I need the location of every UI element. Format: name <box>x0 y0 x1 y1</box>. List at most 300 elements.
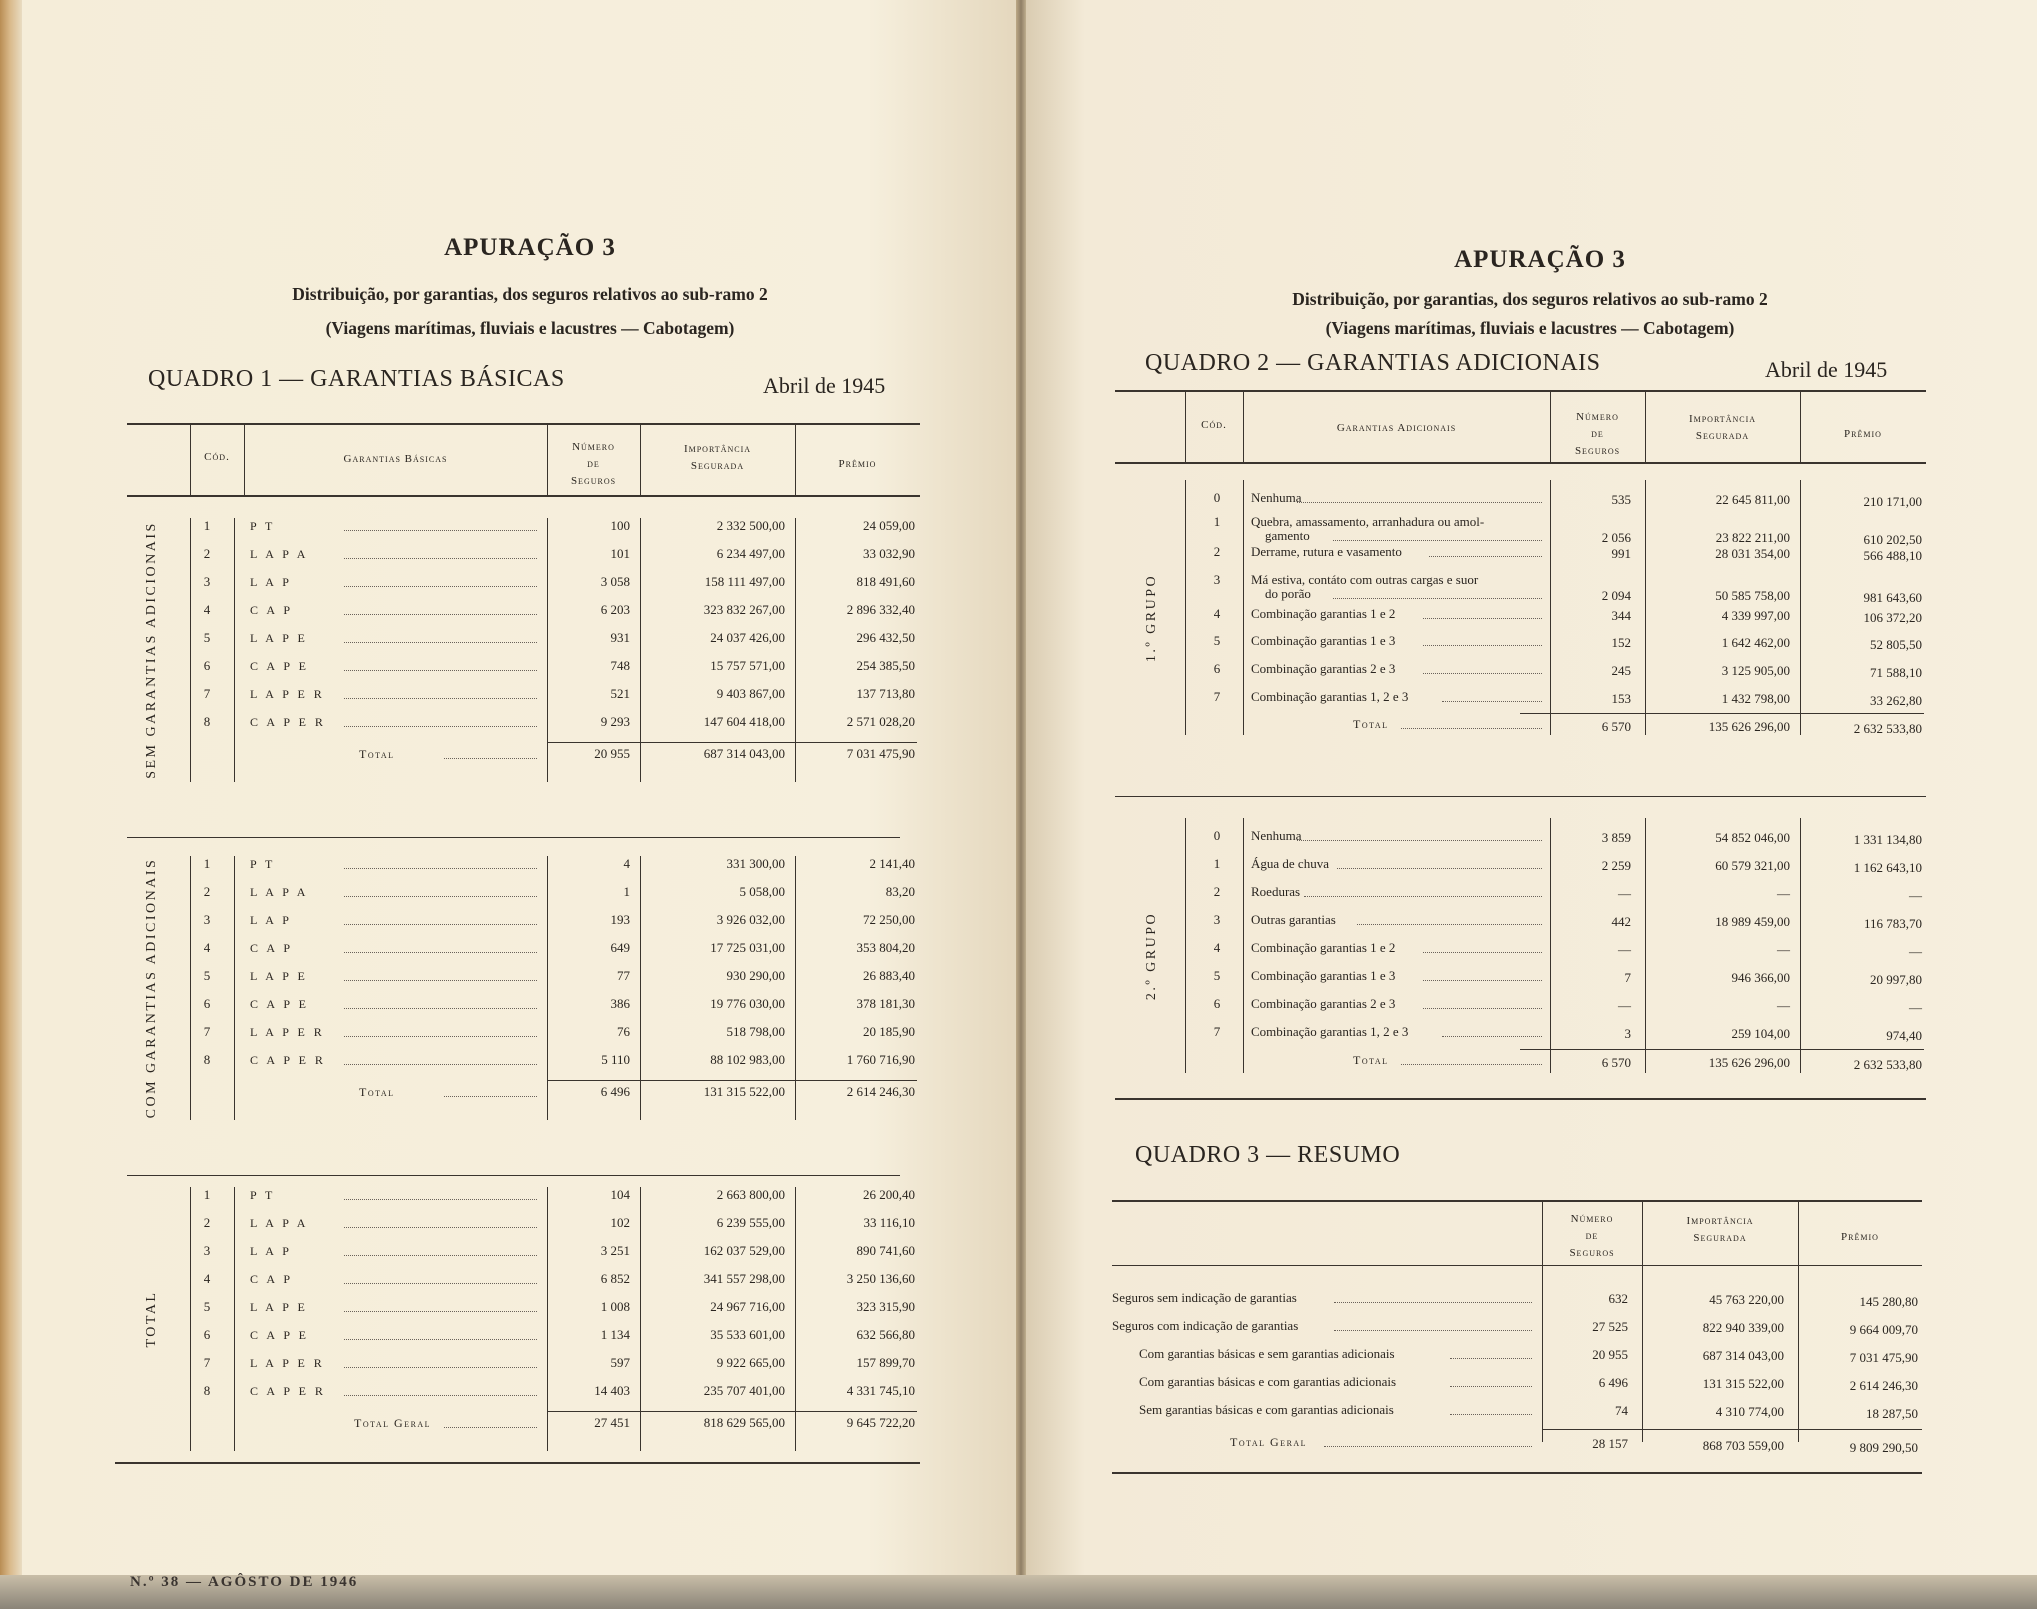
row-numero: 14 403 <box>594 1383 630 1398</box>
row-label: L A P E <box>250 1300 308 1314</box>
row-label: Água de chuva <box>1251 856 1329 871</box>
row-premio: 72 250,00 <box>863 912 915 927</box>
rule-line <box>115 1462 920 1464</box>
row-label: Combinação garantias 1 e 3 <box>1251 633 1396 648</box>
row-numero: 6 852 <box>600 1271 630 1286</box>
leader-dots <box>1324 1446 1532 1447</box>
right-subtitle-1: Distribuição, por garantias, dos seguros relativos ao sub-ramo 2 <box>1292 289 1768 309</box>
row-numero: 100 <box>610 518 630 533</box>
row-importancia: 259 104,00 <box>1731 1026 1790 1041</box>
row-label: L A P A <box>250 547 309 561</box>
row-premio: 632 566,80 <box>856 1327 915 1342</box>
leader-dots <box>344 1283 537 1284</box>
row-importancia: 4 339 997,00 <box>1721 608 1790 623</box>
row-importancia: — <box>1777 886 1790 901</box>
row-cod: 2 <box>203 884 211 899</box>
row-cod: 6 <box>1213 996 1221 1011</box>
resumo-numero: 6 496 <box>1598 1375 1628 1390</box>
header-cod: Cód. <box>204 451 230 463</box>
row-numero: 597 <box>610 1355 630 1370</box>
row-label: C A P E R <box>250 1384 326 1398</box>
row-cod: 1 <box>1213 514 1221 529</box>
leader-dots <box>344 1064 537 1065</box>
row-premio: 83,20 <box>885 884 915 899</box>
column-rule <box>1185 818 1186 1073</box>
total-numero: 27 451 <box>594 1415 630 1430</box>
row-importancia: 2 663 800,00 <box>716 1187 785 1202</box>
row-cod: 2 <box>203 546 211 561</box>
row-numero: 3 251 <box>600 1243 630 1258</box>
leader-dots <box>1450 1386 1532 1387</box>
leader-dots <box>344 1199 537 1200</box>
row-premio: 1 331 134,80 <box>1853 832 1922 847</box>
row-cod: 1 <box>203 1187 211 1202</box>
row-numero: — <box>1618 998 1631 1013</box>
total-label: Total Geral <box>354 1416 432 1430</box>
row-cod: 3 <box>203 574 211 589</box>
leader-dots <box>1334 1330 1532 1331</box>
total-numero: 6 570 <box>1601 1055 1631 1070</box>
resumo-numero: 632 <box>1608 1291 1628 1306</box>
row-numero: 1 134 <box>600 1327 630 1342</box>
leader-dots <box>444 1096 537 1097</box>
leader-dots <box>1442 1036 1542 1037</box>
row-numero: 3 058 <box>600 574 630 589</box>
row-label: Outras garantias <box>1251 912 1336 927</box>
leader-dots <box>344 896 537 897</box>
left-title: APURAÇÃO 3 <box>444 234 616 261</box>
row-numero: 7 <box>1624 970 1631 985</box>
column-rule <box>190 518 191 782</box>
row-cod: 3 <box>203 1243 211 1258</box>
column-rule <box>1243 480 1244 735</box>
row-importancia: 22 645 811,00 <box>1715 492 1790 507</box>
row-premio: 26 883,40 <box>863 968 915 983</box>
row-cod: 6 <box>203 1327 211 1342</box>
rule-line <box>547 742 917 743</box>
header-numero: de <box>1591 428 1604 440</box>
row-label: C A P E R <box>250 715 326 729</box>
row-label: C A P E R <box>250 1053 326 1067</box>
rule-line <box>1112 1200 1922 1202</box>
row-premio: — <box>1909 944 1922 959</box>
leader-dots <box>344 726 537 727</box>
leader-dots <box>1423 673 1542 674</box>
row-importancia: 9 922 665,00 <box>716 1355 785 1370</box>
column-rule <box>234 1187 235 1451</box>
total-label: Total <box>1353 717 1389 731</box>
leader-dots <box>1442 701 1542 702</box>
row-label: L A P E R <box>250 687 325 701</box>
row-importancia: 946 366,00 <box>1731 970 1790 985</box>
resumo-premio: 145 280,80 <box>1859 1294 1918 1309</box>
rule-line <box>127 837 900 838</box>
row-premio: — <box>1909 888 1922 903</box>
leader-dots <box>1450 1414 1532 1415</box>
rule-line <box>127 495 920 497</box>
row-premio: 106 372,20 <box>1863 610 1922 625</box>
row-importancia: 6 239 555,00 <box>716 1215 785 1230</box>
row-label: P T <box>250 519 276 533</box>
row-label: Combinação garantias 2 e 3 <box>1251 661 1396 676</box>
row-premio: 26 200,40 <box>863 1187 915 1202</box>
resumo-premio: 2 614 246,30 <box>1849 1378 1918 1393</box>
row-label: Combinação garantias 1 e 2 <box>1251 606 1396 621</box>
header-premio: Prêmio <box>838 458 877 470</box>
row-numero: 1 <box>623 884 630 899</box>
quadro-2-title: QUADRO 2 — GARANTIAS ADICIONAIS <box>1145 350 1601 376</box>
group-label: TOTAL <box>144 1290 159 1348</box>
row-premio: 1 162 643,10 <box>1853 860 1922 875</box>
resumo-header-importancia: Importância <box>1686 1215 1754 1227</box>
leader-dots <box>344 530 537 531</box>
row-numero: 442 <box>1611 914 1631 929</box>
leader-dots <box>1450 1358 1532 1359</box>
header-garantias: Garantias Básicas <box>343 453 448 465</box>
row-label: C A P <box>250 941 294 955</box>
row-label: L A P <box>250 913 292 927</box>
row-cod: 4 <box>1213 940 1221 955</box>
column-rule <box>190 1187 191 1451</box>
leader-dots <box>344 698 537 699</box>
row-label: L A P <box>250 575 292 589</box>
rule-line <box>1520 1049 1924 1050</box>
row-label: L A P E R <box>250 1356 325 1370</box>
row-label: L A P E <box>250 969 308 983</box>
total-premio: 9 645 722,20 <box>846 1415 915 1430</box>
row-cod: 7 <box>1213 689 1221 704</box>
leader-dots <box>344 1395 537 1396</box>
row-importancia: 18 989 459,00 <box>1715 914 1790 929</box>
row-premio: 353 804,20 <box>856 940 915 955</box>
row-premio: 974,40 <box>1886 1028 1922 1043</box>
resumo-importancia: 822 940 339,00 <box>1702 1320 1784 1335</box>
header-numero: Seguros <box>1574 445 1621 457</box>
header-cod: Cód. <box>1201 419 1227 431</box>
rule-line <box>1115 462 1926 464</box>
row-label: P T <box>250 1188 276 1202</box>
row-cod: 4 <box>203 602 211 617</box>
row-premio: 378 181,30 <box>856 996 915 1011</box>
leader-dots <box>344 868 537 869</box>
row-cod: 4 <box>203 1271 211 1286</box>
row-label: Nenhuma <box>1251 490 1302 505</box>
total-premio: 2 632 533,80 <box>1853 1057 1922 1072</box>
leader-dots <box>344 586 537 587</box>
row-premio: 296 432,50 <box>856 630 915 645</box>
row-premio: 157 899,70 <box>856 1355 915 1370</box>
row-premio: 52 805,50 <box>1870 637 1922 652</box>
leader-dots <box>344 1311 537 1312</box>
row-cod: 2 <box>203 1215 211 1230</box>
row-importancia: — <box>1777 998 1790 1013</box>
leader-dots <box>444 758 537 759</box>
resumo-label: Sem garantias básicas e com garantias adicionais <box>1139 1402 1394 1417</box>
row-label: C A P <box>250 1272 294 1286</box>
row-numero: 2 259 <box>1601 858 1631 873</box>
total-importancia: 135 626 296,00 <box>1708 1055 1790 1070</box>
row-importancia: 518 798,00 <box>726 1024 785 1039</box>
total-importancia: 687 314 043,00 <box>703 746 785 761</box>
resumo-numero: 20 955 <box>1592 1347 1628 1362</box>
row-label: Combinação garantias 1, 2 e 3 <box>1251 689 1409 704</box>
leader-dots <box>344 1367 537 1368</box>
leader-dots <box>1423 952 1542 953</box>
row-premio: 210 171,00 <box>1863 494 1922 509</box>
row-numero: 77 <box>617 968 630 983</box>
row-numero: 6 203 <box>600 602 630 617</box>
resumo-numero: 74 <box>1615 1403 1628 1418</box>
left-subtitle-1: Distribuição, por garantias, dos seguros relativos ao sub-ramo 2 <box>292 284 768 304</box>
leader-dots <box>1297 502 1542 503</box>
row-cod: 2 <box>1213 544 1221 559</box>
row-importancia: 60 579 321,00 <box>1715 858 1790 873</box>
rule-line <box>1115 796 1926 797</box>
row-premio: 33 262,80 <box>1870 693 1922 708</box>
row-numero: — <box>1618 942 1631 957</box>
row-importancia: — <box>1777 942 1790 957</box>
row-importancia: 331 300,00 <box>726 856 785 871</box>
header-importancia: Importância <box>683 443 752 455</box>
leader-dots <box>1357 924 1542 925</box>
leader-dots <box>1333 598 1542 599</box>
row-numero: 152 <box>1611 635 1631 650</box>
leader-dots <box>344 614 537 615</box>
row-premio: 610 202,50 <box>1863 532 1922 547</box>
row-importancia: 9 403 867,00 <box>716 686 785 701</box>
row-importancia: 35 533 601,00 <box>710 1327 785 1342</box>
leader-dots <box>1423 618 1542 619</box>
row-label: L A P A <box>250 885 309 899</box>
leader-dots <box>344 642 537 643</box>
rule-line <box>547 1411 917 1412</box>
row-label: L A P <box>250 1244 292 1258</box>
column-rule <box>190 856 191 1120</box>
row-importancia: 3 125 905,00 <box>1721 663 1790 678</box>
total-numero: 6 496 <box>600 1084 630 1099</box>
row-importancia: 24 037 426,00 <box>710 630 785 645</box>
row-premio: 323 315,90 <box>856 1299 915 1314</box>
leader-dots <box>1334 1302 1532 1303</box>
resumo-total-label: Total Geral <box>1230 1435 1308 1449</box>
row-numero: 2 094 <box>1601 588 1631 603</box>
row-cod: 6 <box>203 658 211 673</box>
row-label: Combinação garantias 2 e 3 <box>1251 996 1396 1011</box>
row-importancia: 147 604 418,00 <box>703 714 785 729</box>
total-importancia: 135 626 296,00 <box>1708 719 1790 734</box>
row-numero: 193 <box>610 912 630 927</box>
row-cod: 7 <box>1213 1024 1221 1039</box>
column-rule <box>1185 480 1186 735</box>
page-footer: N.º 38 — AGÔSTO DE 1946 <box>130 1574 359 1590</box>
total-premio: 2 632 533,80 <box>1853 721 1922 736</box>
resumo-premio: 18 287,50 <box>1866 1406 1918 1421</box>
row-numero: 102 <box>610 1215 630 1230</box>
total-label: Total <box>1353 1053 1389 1067</box>
resumo-label: Seguros sem indicação de garantias <box>1112 1290 1297 1305</box>
right-page <box>1024 0 2037 1575</box>
right-title: APURAÇÃO 3 <box>1454 246 1626 273</box>
leader-dots <box>1401 728 1542 729</box>
row-numero: 535 <box>1611 492 1631 507</box>
leader-dots <box>1423 1008 1542 1009</box>
row-cod: 0 <box>1213 828 1221 843</box>
total-numero: 20 955 <box>594 746 630 761</box>
leader-dots <box>1337 868 1542 869</box>
row-label: C A P E <box>250 659 309 673</box>
row-premio: 2 896 332,40 <box>846 602 915 617</box>
leader-dots <box>1429 556 1542 557</box>
row-importancia: 19 776 030,00 <box>710 996 785 1011</box>
right-subtitle-2: (Viagens marítimas, fluviais e lacustres — Cabotagem) <box>1325 318 1735 338</box>
left-date: Abril de 1945 <box>763 373 886 398</box>
row-cod: 3 <box>1213 912 1221 927</box>
row-premio: 4 331 745,10 <box>846 1383 915 1398</box>
row-label: P T <box>250 857 276 871</box>
group-label: SEM GARANTIAS ADICIONAIS <box>144 521 159 779</box>
row-premio: 890 741,60 <box>856 1243 915 1258</box>
row-numero: 649 <box>610 940 630 955</box>
resumo-total-numero: 28 157 <box>1592 1436 1628 1451</box>
resumo-header-numero: Número <box>1570 1213 1614 1225</box>
row-numero: 245 <box>1611 663 1631 678</box>
rule-line <box>1520 713 1924 714</box>
row-label: C A P E <box>250 997 309 1011</box>
row-premio: 20 997,80 <box>1870 972 1922 987</box>
leader-dots <box>344 952 537 953</box>
resumo-importancia: 687 314 043,00 <box>1702 1348 1784 1363</box>
row-premio: 1 760 716,90 <box>846 1052 915 1067</box>
row-premio: 33 116,10 <box>863 1215 915 1230</box>
leader-dots <box>444 1427 537 1428</box>
row-premio: 3 250 136,60 <box>846 1271 915 1286</box>
row-importancia: 162 037 529,00 <box>703 1243 785 1258</box>
row-importancia: 1 642 462,00 <box>1721 635 1790 650</box>
group-label: COM GARANTIAS ADICIONAIS <box>144 857 159 1119</box>
rule-line <box>547 1080 917 1081</box>
row-importancia: 930 290,00 <box>726 968 785 983</box>
row-numero: 76 <box>617 1024 630 1039</box>
header-importancia: Segurada <box>1695 430 1750 442</box>
row-importancia: 323 832 267,00 <box>703 602 785 617</box>
row-numero: 9 293 <box>600 714 630 729</box>
row-importancia: 5 058,00 <box>739 884 785 899</box>
row-numero: 104 <box>610 1187 630 1202</box>
leader-dots <box>344 924 537 925</box>
row-cod: 3 <box>203 912 211 927</box>
row-importancia: 1 432 798,00 <box>1721 691 1790 706</box>
row-label: Combinação garantias 1 e 3 <box>1251 968 1396 983</box>
rule-line <box>127 423 920 425</box>
row-cod: 3 <box>1213 572 1221 587</box>
rule-line <box>1112 1265 1922 1266</box>
row-numero: 3 <box>1624 1026 1631 1041</box>
quadro-3-title: QUADRO 3 — RESUMO <box>1135 1142 1401 1168</box>
row-premio: — <box>1909 1000 1922 1015</box>
row-importancia: 6 234 497,00 <box>716 546 785 561</box>
total-numero: 6 570 <box>1601 719 1631 734</box>
row-importancia: 2 332 500,00 <box>716 518 785 533</box>
rule-line <box>1542 1429 1922 1430</box>
total-label: Total <box>359 747 395 761</box>
leader-dots <box>1423 645 1542 646</box>
resumo-label: Com garantias básicas e com garantias adicionais <box>1139 1374 1397 1389</box>
row-importancia: 24 967 716,00 <box>710 1299 785 1314</box>
row-premio: 24 059,00 <box>863 518 915 533</box>
row-cod: 7 <box>203 686 211 701</box>
resumo-label: Seguros com indicação de garantias <box>1112 1318 1299 1333</box>
row-cod: 5 <box>1213 633 1221 648</box>
row-label-cont: do porão <box>1265 586 1311 601</box>
row-label: Má estiva, contáto com outras cargas e suor <box>1251 572 1479 587</box>
row-importancia: 15 757 571,00 <box>710 658 785 673</box>
row-numero: 3 859 <box>1601 830 1631 845</box>
group-label: 2.º GRUPO <box>1144 911 1159 1001</box>
row-premio: 566 488,10 <box>1863 548 1922 563</box>
header-importancia: Segurada <box>690 460 745 472</box>
row-numero: 931 <box>610 630 630 645</box>
resumo-importancia: 4 310 774,00 <box>1715 1404 1784 1419</box>
leader-dots <box>1333 540 1542 541</box>
row-numero: 991 <box>1611 546 1631 561</box>
row-label: C A P <box>250 603 294 617</box>
header-numero: Número <box>572 441 615 453</box>
row-cod: 4 <box>203 940 211 955</box>
leader-dots <box>344 980 537 981</box>
row-premio: 116 783,70 <box>1863 916 1922 931</box>
resumo-header-numero: Seguros <box>1569 1247 1615 1259</box>
leader-dots <box>1401 1064 1542 1065</box>
row-cod: 1 <box>203 856 211 871</box>
left-subtitle-2: (Viagens marítimas, fluviais e lacustres — Cabotagem) <box>325 318 735 338</box>
row-importancia: 88 102 983,00 <box>710 1052 785 1067</box>
resumo-importancia: 45 763 220,00 <box>1709 1292 1784 1307</box>
row-cod: 2 <box>1213 884 1221 899</box>
row-premio: 137 713,80 <box>856 686 915 701</box>
header-numero: Número <box>1576 411 1619 423</box>
resumo-premio: 9 664 009,70 <box>1849 1322 1918 1337</box>
row-numero: — <box>1618 886 1631 901</box>
row-premio: 981 643,60 <box>1863 590 1922 605</box>
book-gutter <box>1016 0 1026 1609</box>
row-label: Nenhuma <box>1251 828 1302 843</box>
row-cod: 5 <box>1213 968 1221 983</box>
leader-dots <box>344 670 537 671</box>
row-cod: 4 <box>1213 606 1221 621</box>
row-numero: 153 <box>1611 691 1631 706</box>
leader-dots <box>344 1008 537 1009</box>
resumo-total-premio: 9 809 290,50 <box>1849 1440 1918 1455</box>
resumo-total-importancia: 868 703 559,00 <box>1702 1438 1784 1453</box>
leader-dots <box>344 1255 537 1256</box>
group-label: 1.º GRUPO <box>1144 573 1159 663</box>
column-rule <box>234 518 235 782</box>
row-cod: 1 <box>203 518 211 533</box>
leader-dots <box>344 558 537 559</box>
row-cod: 6 <box>1213 661 1221 676</box>
row-label: Roeduras <box>1251 884 1301 899</box>
row-importancia: 341 557 298,00 <box>703 1271 785 1286</box>
row-cod: 5 <box>203 1299 211 1314</box>
row-premio: 20 185,90 <box>863 1024 915 1039</box>
row-importancia: 50 585 758,00 <box>1715 588 1790 603</box>
row-numero: 2 056 <box>1601 530 1631 545</box>
column-rule <box>1243 818 1244 1073</box>
header-premio: Prêmio <box>1844 428 1882 440</box>
row-label: Derrame, rutura e vasamento <box>1251 544 1402 559</box>
row-label: L A P A <box>250 1216 309 1230</box>
total-premio: 7 031 475,90 <box>846 746 915 761</box>
